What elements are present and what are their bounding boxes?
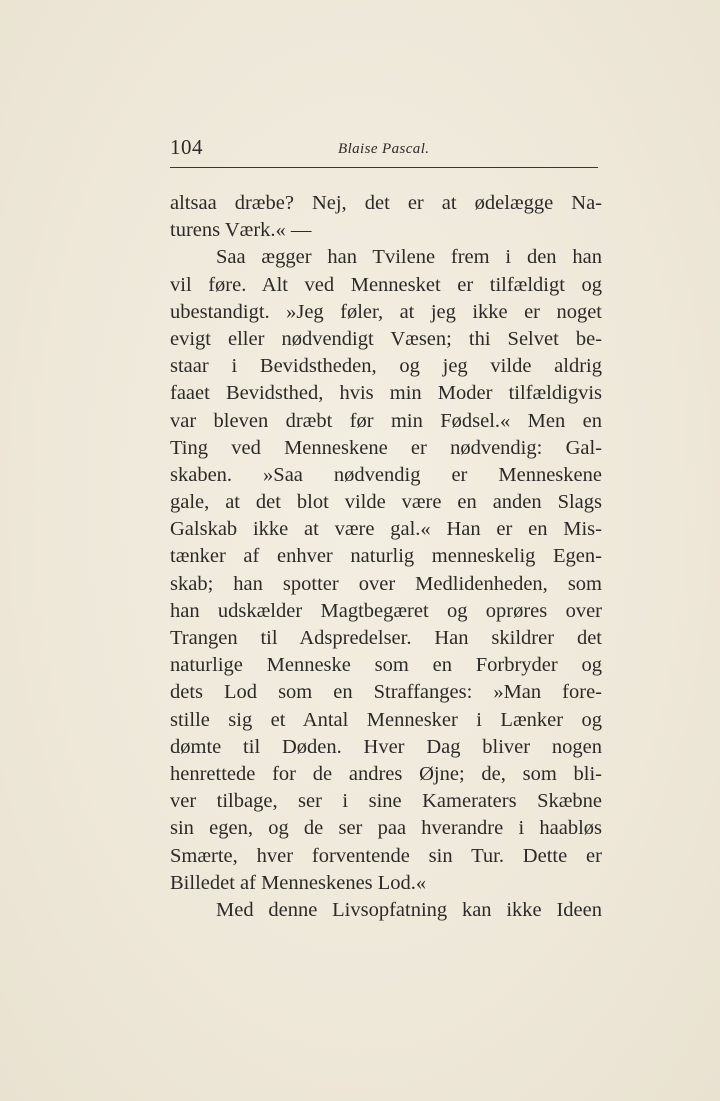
text-line: skaben. »Saa nødvendig er Menneskene [170,463,602,486]
text-line: Billedet af Menneskenes Lod.« [170,871,427,894]
running-head: Blaise Pascal. [338,141,430,157]
text-line: Trangen til Adspredelser. Han skildrer det [170,627,602,649]
text-line: stille sig et Antal Mennesker i Lænker og [170,708,602,731]
text-line: sin egen, og de ser paa hverandre i haabløs [170,817,602,840]
text-line: gale, at det blot vilde være en anden Slags [170,491,602,514]
text-line: ubestandigt. »Jeg føler, at jeg ikke er noget [170,300,602,323]
text-line: tænker af enhver naturlig menneskelig Egen- [170,545,602,568]
text-line: han udskælder Magtbegæret og oprøres over [170,599,602,622]
text-line: Galskab ikke at være gal.« Han er en Mis- [170,518,602,541]
text-line: evigt eller nødvendigt Væsen; thi Selvet be- [170,327,602,350]
text-line: Saa ægger han Tvilene frem i den han [216,246,602,269]
text-line: ver tilbage, ser i sine Kameraters Skæbne [170,790,602,813]
body-text [170,190,602,924]
text-line: var bleven dræbt før min Fødsel.« Men en [170,409,602,432]
text-line: dømte til Døden. Hver Dag bliver nogen [170,735,602,758]
text-line: henrettede for de andres Øjne; de, som bli- [170,762,602,785]
text-line: vil føre. Alt ved Mennesket er tilfældigt og [170,273,602,296]
page-header [170,135,598,168]
text-line: staar i Bevidstheden, og jeg vilde aldrig [170,355,602,378]
text-line: faaet Bevidsthed, hvis min Moder tilfældigvis [170,382,602,405]
text-line: Med denne Livsopfatning kan ikke Ideen [216,898,602,921]
page-number: 104 [170,135,203,159]
text-line: skab; han spotter over Medlidenheden, som [170,572,602,595]
text-line: naturlige Menneske som en Forbryder og [170,654,602,677]
text-line: Smærte, hver forventende sin Tur. Dette er [170,844,602,867]
text-line: dets Lod som en Straffanges: »Man fore- [170,681,602,704]
text-line: turens Værk.« — [170,219,312,242]
text-line: altsaa dræbe? Nej, det er at ødelægge Na- [170,192,602,214]
text-line: Ting ved Menneskene er nødvendig: Gal- [170,436,602,459]
